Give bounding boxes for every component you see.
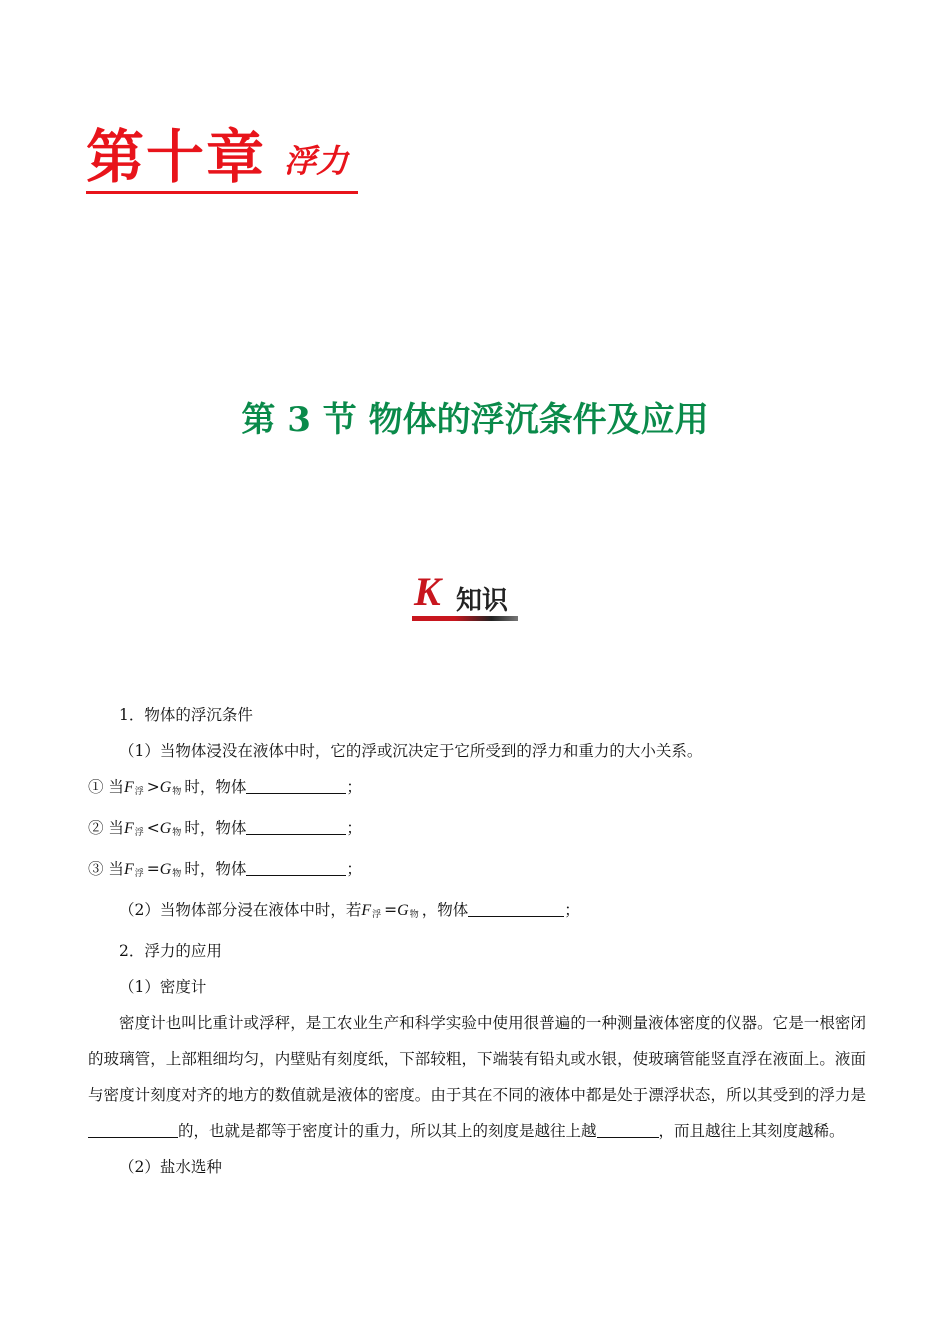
answer-blank[interactable]	[246, 775, 346, 794]
condition-3-operator: =	[146, 860, 160, 878]
condition-3	[88, 851, 866, 892]
knowledge-underline	[412, 616, 518, 621]
chapter-heading	[86, 122, 348, 192]
condition-2-operator: <	[146, 819, 160, 837]
hydrometer-paragraph	[88, 1005, 866, 1149]
subheading-hydrometer: （1）密度计	[119, 978, 207, 996]
condition-1-suffix: 时，物体	[184, 778, 247, 796]
chapter-subtitle: 浮力	[284, 142, 349, 180]
answer-blank[interactable]	[246, 857, 346, 876]
knowledge-label: 知识	[456, 586, 509, 616]
symbol-g: G	[159, 861, 172, 878]
subscript-fu: 浮	[134, 787, 144, 797]
condition-2-suffix: 时，物体	[184, 819, 247, 837]
answer-blank[interactable]	[88, 1119, 178, 1138]
condition-partial-operator: =	[384, 901, 398, 919]
condition-3-suffix: 时，物体	[184, 860, 247, 878]
section-title: 第 3 节 物体的浮沉条件及应用	[241, 400, 709, 440]
condition-partial-prefix: （2）当物体部分浸在液体中时，若	[119, 901, 362, 919]
symbol-f: F	[123, 820, 134, 837]
subscript-wu: 物	[409, 910, 419, 920]
heading-float-conditions: 1．物体的浮沉条件	[119, 706, 253, 724]
knowledge-content	[88, 697, 866, 1185]
condition-1-prefix: ① 当	[88, 778, 124, 796]
symbol-f: F	[123, 779, 134, 796]
condition-partial	[88, 892, 866, 933]
condition-2	[88, 810, 866, 851]
condition-partial-end: ；	[564, 901, 580, 919]
condition-1-operator: >	[146, 778, 160, 796]
condition-2-prefix: ② 当	[88, 819, 124, 837]
condition-partial-suffix: ，物体	[421, 901, 469, 919]
subscript-fu: 浮	[134, 869, 144, 879]
condition-3-end: ；	[346, 860, 362, 878]
subscript-fu: 浮	[372, 910, 382, 920]
symbol-g: G	[397, 902, 409, 919]
knowledge-badge	[412, 568, 518, 622]
answer-blank[interactable]	[246, 816, 346, 835]
subheading-salt-water-seed-selection: （2）盐水选种	[119, 1158, 222, 1176]
symbol-f: F	[361, 902, 372, 919]
condition-2-end: ；	[346, 819, 362, 837]
subscript-wu: 物	[172, 828, 182, 838]
condition-3-prefix: ③ 当	[88, 860, 124, 878]
symbol-g: G	[159, 779, 172, 796]
knowledge-k-letter: K	[414, 569, 441, 614]
hydrometer-text-a: 密度计也叫比重计或浮秤，是工农业生产和科学实验中使用很普遍的一种测量液体密度的仪器。它是一根密闭的玻璃管，上部粗细均匀，内壁贴有刻度纸，下部较粗，下端装有铅丸或水银，使玻璃管能竖直浮在液面上。液面与密度计刻度对齐的地方的数值就是液体的密度。由于其在不同的液体中都是处于漂浮状态，所以其受到的浮力是	[88, 1014, 866, 1104]
subscript-fu: 浮	[134, 828, 144, 838]
chapter-underline	[86, 191, 358, 194]
condition-1	[88, 769, 866, 810]
hydrometer-text-b: 的，也就是都等于密度计的重力，所以其上的刻度是越往上越	[178, 1122, 597, 1140]
subscript-wu: 物	[172, 787, 182, 797]
answer-blank[interactable]	[468, 898, 564, 917]
symbol-g: G	[159, 820, 172, 837]
condition-intro: （1）当物体浸没在液体中时，它的浮或沉决定于它所受到的浮力和重力的大小关系。	[119, 742, 703, 760]
heading-applications: 2．浮力的应用	[119, 942, 222, 960]
answer-blank[interactable]	[597, 1119, 659, 1138]
subscript-wu: 物	[172, 869, 182, 879]
chapter-title: 第十章	[86, 123, 267, 191]
symbol-f: F	[123, 861, 134, 878]
condition-1-end: ；	[346, 778, 362, 796]
hydrometer-text-c: ，而且越往上其刻度越稀。	[658, 1122, 845, 1140]
